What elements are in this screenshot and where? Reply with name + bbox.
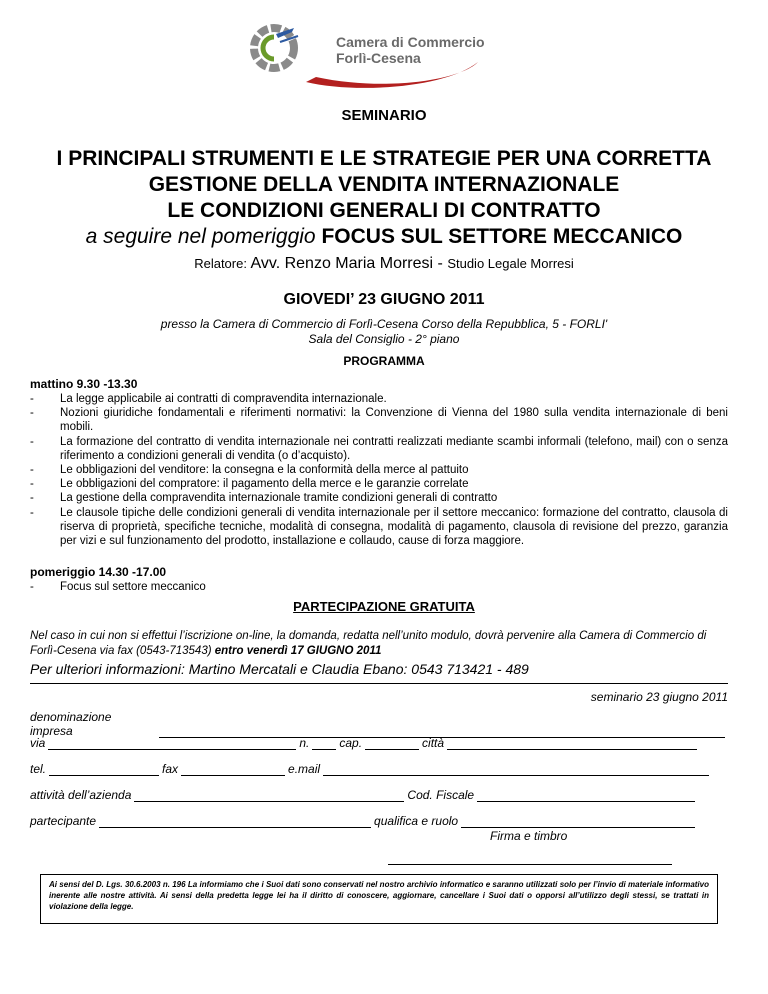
title-line-4 (0, 224, 768, 250)
title-focus: FOCUS SUL SETTORE MECCANICO (321, 225, 683, 248)
street-field[interactable] (48, 737, 296, 750)
speaker (0, 255, 768, 273)
signature-field[interactable] (388, 864, 672, 865)
title-afternoon-intro: a seguire nel pomeriggio (85, 225, 316, 248)
list-item: - La gestione della compravendita internazionale tramite condizioni generali di contratto (30, 491, 728, 505)
form-seminar-date: seminario 23 giugno 2011 (590, 690, 728, 704)
morning-session-label: mattino 9.30 -13.30 (30, 377, 138, 391)
speaker-label: Relatore: (194, 256, 247, 271)
registration-deadline: entro venerdì 17 GIUGNO 2011 (214, 644, 382, 657)
contact-info: Per ulteriori informazioni: Martino Mercatali e Claudia Ebano: 0543 713421 - 489 (30, 661, 529, 677)
title-line-2: GESTIONE DELLA VENDITA INTERNAZIONALE (148, 173, 620, 196)
divider (30, 683, 728, 684)
tax-code-label: Cod. Fiscale (407, 788, 475, 802)
form-row-activity (30, 788, 728, 802)
list-item: - Nozioni giuridiche fondamentali e riferimenti normativi: la Convenzione di Vienna del 1980 sulla vendita internazionale di beni mobili. (30, 406, 728, 434)
list-item: - Le obbligazioni del venditore: la consegna e la conformità della merce al pattuito (30, 463, 728, 477)
title-line-1: I PRINCIPALI STRUMENTI E LE STRATEGIE PER UNA CORRETTA (56, 147, 712, 170)
morning-agenda-list (30, 392, 728, 548)
number-field[interactable] (312, 737, 336, 750)
speaker-name: Avv. Renzo Maria Morresi - (250, 255, 443, 272)
company-label: denominazione impresa (30, 710, 112, 738)
signature-label: Firma e timbro (490, 829, 568, 843)
list-item: - La formazione del contratto di vendita internazionale nei contratti realizzati mediante scambi informali (telefono, mail) con o senza riferimento a condizioni generali di vendita (o d’acquisto). (30, 435, 728, 463)
list-item: - Focus sul settore meccanico (30, 580, 728, 594)
city-label: città (422, 736, 445, 750)
phone-label: tel. (30, 762, 47, 776)
logo-text (336, 34, 485, 66)
afternoon-session-label: pomeriggio 14.30 -17.00 (30, 565, 167, 579)
tax-code-field[interactable] (477, 789, 695, 802)
logo-line-1: Camera di Commercio (336, 34, 485, 50)
email-label: e.mail (288, 762, 321, 776)
location-line-2: Sala del Consiglio - 2° piano (308, 332, 460, 346)
logo-line-2: Forlì-Cesena (336, 50, 421, 66)
role-label: qualifica e ruolo (374, 814, 459, 828)
speaker-firm: Studio Legale Morresi (447, 256, 574, 271)
city-field[interactable] (447, 737, 697, 750)
afternoon-agenda-list (30, 580, 728, 594)
activity-field[interactable] (134, 789, 404, 802)
event-location (0, 317, 768, 347)
participant-field[interactable] (99, 815, 371, 828)
street-label: via (30, 736, 46, 750)
list-item: - La legge applicabile ai contratti di compravendita internazionale. (30, 392, 728, 406)
form-row-contacts (30, 762, 728, 776)
fax-label: fax (162, 762, 179, 776)
seminar-title (0, 146, 768, 250)
cap-field[interactable] (365, 737, 419, 750)
phone-field[interactable] (49, 763, 159, 776)
form-row-address (30, 736, 728, 750)
program-heading: PROGRAMMA (343, 354, 425, 368)
fax-field[interactable] (181, 763, 285, 776)
number-label: n. (299, 736, 310, 750)
registration-note-text: Nel caso in cui non si effettui l’iscrizione on-line, la domanda, redatta nell’unito modulo, dovrà pervenire alla Camera di Commercio di Forlì-Cesena via fax (0543-713543) (30, 630, 707, 657)
role-field[interactable] (461, 815, 695, 828)
registration-note (30, 629, 730, 658)
event-date: GIOVEDI’ 23 GIUGNO 2011 (283, 291, 485, 308)
list-item: - Le obbligazioni del compratore: il pagamento della merce e le garanzie correlate (30, 477, 728, 491)
privacy-notice: Ai sensi del D. Lgs. 30.6.2003 n. 196 La informiamo che i Suoi dati sono conservati nel nostro archivio informatico e saranno utilizzati solo per l’invio di materiale informativo inerente alle nostre attività. Ai sensi della predetta legge lei ha il diritto di conoscere, aggiornare, cancellare i Suoi dati o opporsi all’utilizzo degli stessi, se trattati in violazione della legge. (40, 874, 718, 924)
free-participation-heading: PARTECIPAZIONE GRATUITA (293, 599, 475, 614)
location-line-1: presso la Camera di Commercio di Forlì-Cesena Corso della Repubblica, 5 - FORLI' (160, 317, 608, 331)
form-row-company (30, 710, 728, 738)
participant-label: partecipante (30, 814, 97, 828)
form-row-participant (30, 814, 728, 828)
list-item: - Le clausole tipiche delle condizioni generali di vendita internazionale per il settore meccanico: formazione del contratto, clausola di riserva di proprietà, specifiche tecniche, modalità di consegna, modalità di pagamento, clausola di revisione del prezzo, garanzia per vizi e sul funzionamento del prodotto, installazione e collaudo, cause di forza maggiore. (30, 506, 728, 549)
cap-label: cap. (339, 736, 363, 750)
title-line-3: LE CONDIZIONI GENERALI DI CONTRATTO (167, 199, 601, 222)
email-field[interactable] (323, 763, 709, 776)
activity-label: attività dell’azienda (30, 788, 132, 802)
seminar-heading: SEMINARIO (341, 107, 427, 124)
